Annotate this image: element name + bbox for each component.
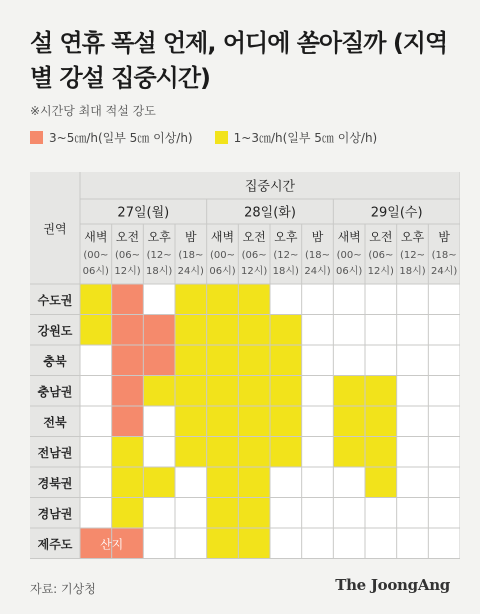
heat-cell bbox=[333, 284, 365, 315]
snow-heatmap bbox=[30, 172, 460, 560]
heat-cell bbox=[238, 437, 270, 468]
period-label: 오전 bbox=[242, 230, 266, 244]
heat-cell bbox=[428, 315, 460, 346]
heat-cell bbox=[112, 437, 144, 468]
region-label: 전남권 bbox=[37, 445, 73, 460]
period-range: 24시) bbox=[304, 266, 331, 277]
heat-cell bbox=[207, 376, 239, 407]
heat-cell bbox=[333, 406, 365, 437]
period-range: 12시) bbox=[241, 266, 268, 277]
period-label: 밤 bbox=[185, 230, 197, 244]
heat-cell bbox=[333, 345, 365, 376]
legend bbox=[30, 128, 399, 146]
legend-item-heavy bbox=[30, 129, 193, 146]
heat-cell bbox=[333, 437, 365, 468]
heat-cell bbox=[175, 315, 207, 346]
heat-cell bbox=[333, 315, 365, 346]
heat-cell bbox=[397, 406, 429, 437]
region-label: 제주도 bbox=[37, 537, 73, 552]
heat-cell bbox=[365, 498, 397, 529]
period-range: (00~ bbox=[209, 250, 236, 261]
period-range: (12~ bbox=[146, 250, 172, 261]
period-range: 12시) bbox=[114, 266, 141, 277]
legend-label-heavy: 3~5㎝/h(일부 5㎝ 이상/h) bbox=[49, 130, 193, 145]
heat-cell bbox=[175, 437, 207, 468]
heat-cell bbox=[270, 498, 302, 529]
heat-cell bbox=[175, 345, 207, 376]
heat-cell bbox=[175, 498, 207, 529]
period-range: 12시) bbox=[367, 266, 394, 277]
heat-cell bbox=[270, 437, 302, 468]
heat-cell bbox=[80, 315, 112, 346]
heat-cell bbox=[143, 345, 175, 376]
heat-cell bbox=[302, 284, 334, 315]
period-range: 06시) bbox=[82, 266, 109, 277]
period-range: 24시) bbox=[431, 266, 458, 277]
period-range: (18~ bbox=[304, 250, 331, 261]
heat-cell bbox=[302, 376, 334, 407]
heat-cell bbox=[143, 284, 175, 315]
heat-cell bbox=[270, 467, 302, 498]
heat-cell bbox=[238, 345, 270, 376]
cell-annotation: 산지 bbox=[100, 537, 124, 552]
region-label: 경북권 bbox=[37, 476, 73, 491]
heat-cell bbox=[397, 315, 429, 346]
heat-cell bbox=[238, 467, 270, 498]
heat-cell bbox=[175, 406, 207, 437]
heat-cell bbox=[365, 528, 397, 559]
heat-cell bbox=[80, 376, 112, 407]
heat-cell bbox=[207, 498, 239, 529]
heat-cell bbox=[112, 467, 144, 498]
heat-cell bbox=[238, 284, 270, 315]
heat-cell bbox=[238, 376, 270, 407]
heat-cell bbox=[270, 376, 302, 407]
legend-label-moderate: 1~3㎝/h(일부 5㎝ 이상/h) bbox=[233, 130, 378, 145]
heat-cell bbox=[302, 467, 334, 498]
heat-cell bbox=[80, 498, 112, 529]
heat-cell bbox=[428, 376, 460, 407]
period-range: 18시) bbox=[146, 266, 173, 277]
heat-cell bbox=[175, 284, 207, 315]
heat-cell bbox=[80, 467, 112, 498]
heat-cell bbox=[428, 437, 460, 468]
heat-cell bbox=[428, 528, 460, 559]
heat-cell bbox=[112, 315, 144, 346]
heat-cell bbox=[270, 345, 302, 376]
period-label: 오후 bbox=[400, 230, 425, 244]
region-label: 수도권 bbox=[37, 293, 73, 308]
heat-cell bbox=[143, 467, 175, 498]
heat-cell bbox=[143, 406, 175, 437]
heat-cell bbox=[112, 498, 144, 529]
column-group-header: 집중시간 bbox=[244, 179, 296, 195]
publisher-logo: The JoongAng bbox=[335, 576, 450, 594]
heat-cell bbox=[143, 315, 175, 346]
period-label: 밤 bbox=[311, 230, 324, 244]
heat-cell bbox=[397, 528, 429, 559]
heat-cell bbox=[207, 467, 239, 498]
period-range: 24시) bbox=[177, 266, 204, 277]
row-header: 권역 bbox=[43, 222, 67, 236]
heat-cell bbox=[80, 406, 112, 437]
heat-cell bbox=[238, 528, 270, 559]
legend-item-moderate bbox=[215, 129, 378, 146]
chart-subtitle: ※시간당 최대 적설 강도 bbox=[30, 104, 156, 118]
period-label: 오전 bbox=[369, 230, 393, 244]
heat-cell bbox=[302, 315, 334, 346]
heat-cell bbox=[397, 437, 429, 468]
heat-cell bbox=[143, 528, 175, 559]
heat-cell bbox=[207, 528, 239, 559]
heat-cell bbox=[175, 467, 207, 498]
region-label: 충남권 bbox=[37, 384, 73, 399]
heat-cell bbox=[238, 406, 270, 437]
period-range: (12~ bbox=[273, 250, 299, 261]
period-range: (18~ bbox=[178, 250, 204, 261]
heat-cell bbox=[80, 284, 112, 315]
heat-cell bbox=[112, 406, 144, 437]
period-range: (12~ bbox=[399, 250, 426, 261]
heat-cell bbox=[270, 315, 302, 346]
heat-cell bbox=[428, 345, 460, 376]
chart-title: 설 연휴 폭설 언제, 어디에 쏟아질까 (지역별 강설 집중시간) bbox=[30, 29, 448, 92]
heat-cell bbox=[428, 406, 460, 437]
period-range: (00~ bbox=[83, 250, 109, 261]
region-label: 경남권 bbox=[37, 506, 73, 521]
period-range: 18시) bbox=[399, 266, 426, 277]
heat-cell bbox=[302, 437, 334, 468]
region-label: 강원도 bbox=[37, 323, 73, 338]
heat-cell bbox=[365, 345, 397, 376]
heat-cell bbox=[365, 467, 397, 498]
period-range: 06시) bbox=[336, 266, 363, 277]
heat-cell bbox=[397, 498, 429, 529]
heat-cell bbox=[80, 345, 112, 376]
heat-cell bbox=[365, 315, 397, 346]
heat-cell bbox=[397, 284, 429, 315]
heat-cell bbox=[365, 284, 397, 315]
period-range: (18~ bbox=[431, 250, 457, 261]
period-label: 오후 bbox=[274, 230, 298, 244]
heat-cell bbox=[207, 345, 239, 376]
heat-cell bbox=[175, 376, 207, 407]
period-range: (00~ bbox=[336, 250, 362, 261]
heat-cell bbox=[302, 406, 334, 437]
heat-cell bbox=[270, 528, 302, 559]
heat-cell bbox=[207, 437, 239, 468]
heat-cell bbox=[333, 376, 365, 407]
period-range: (06~ bbox=[241, 250, 267, 261]
period-range: 18시) bbox=[272, 266, 299, 277]
heat-cell bbox=[207, 315, 239, 346]
heat-cell bbox=[143, 498, 175, 529]
heat-cell bbox=[365, 406, 397, 437]
period-label: 새벽 bbox=[84, 230, 108, 244]
heat-cell bbox=[270, 406, 302, 437]
source-note: 자료: 기상청 bbox=[30, 582, 96, 596]
heat-cell bbox=[112, 376, 144, 407]
heat-cell bbox=[238, 315, 270, 346]
heat-cell bbox=[365, 376, 397, 407]
region-label: 전북 bbox=[43, 415, 67, 430]
period-label: 새벽 bbox=[337, 230, 361, 244]
legend-swatch-heavy bbox=[30, 131, 43, 144]
period-label: 오전 bbox=[115, 230, 140, 244]
day-label: 27일(월) bbox=[117, 205, 170, 221]
period-range: 06시) bbox=[209, 266, 236, 277]
heat-cell bbox=[428, 467, 460, 498]
heat-cell bbox=[428, 284, 460, 315]
heat-cell bbox=[238, 498, 270, 529]
legend-swatch-moderate bbox=[215, 131, 228, 144]
heat-cell bbox=[112, 284, 144, 315]
day-label: 29일(수) bbox=[370, 205, 423, 221]
heat-cell bbox=[207, 284, 239, 315]
period-label: 밤 bbox=[438, 230, 450, 244]
heat-cell bbox=[143, 437, 175, 468]
heat-cell bbox=[333, 528, 365, 559]
heat-cell bbox=[365, 437, 397, 468]
heat-cell bbox=[397, 467, 429, 498]
heat-cell bbox=[207, 406, 239, 437]
heat-cell bbox=[428, 498, 460, 529]
period-range: (06~ bbox=[368, 250, 394, 261]
heat-cell bbox=[397, 376, 429, 407]
heat-cell bbox=[143, 376, 175, 407]
heat-cell bbox=[302, 498, 334, 529]
period-label: 오후 bbox=[147, 230, 171, 244]
heat-cell bbox=[302, 345, 334, 376]
period-label: 새벽 bbox=[210, 230, 235, 244]
heat-cell bbox=[333, 498, 365, 529]
heat-cell bbox=[80, 437, 112, 468]
day-label: 28일(화) bbox=[244, 205, 296, 221]
period-range: (06~ bbox=[114, 250, 141, 261]
heat-cell bbox=[270, 284, 302, 315]
heat-cell bbox=[397, 345, 429, 376]
heat-cell bbox=[175, 528, 207, 559]
heat-cell bbox=[112, 345, 144, 376]
region-label: 충북 bbox=[43, 354, 67, 369]
heat-cell bbox=[333, 467, 365, 498]
heat-cell bbox=[302, 528, 334, 559]
